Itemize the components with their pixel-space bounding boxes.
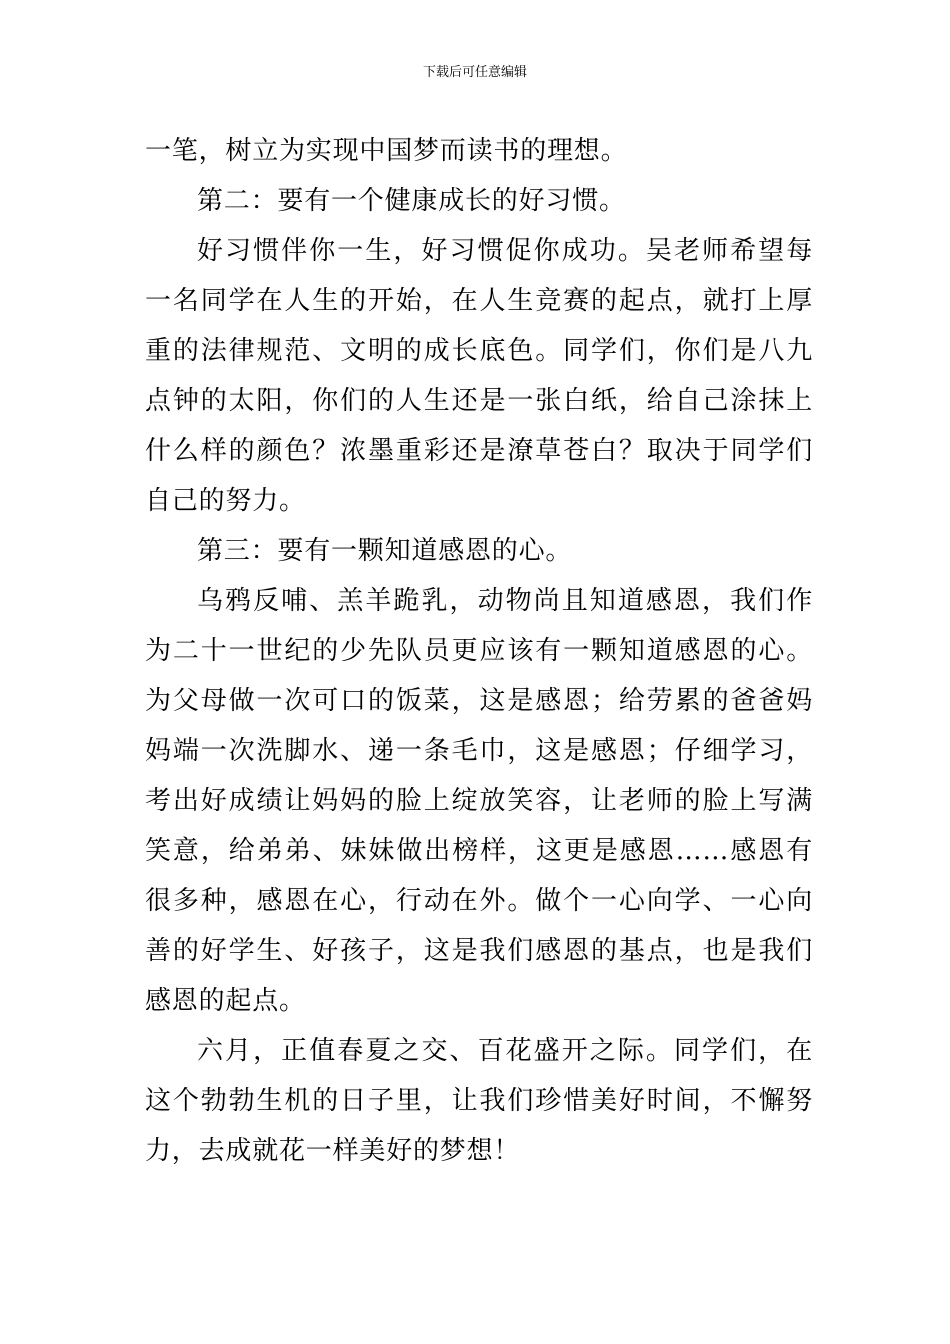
paragraph-2-heading: 第二：要有一个健康成长的好习惯。: [197, 186, 626, 216]
paragraph-3: 好习惯伴你一生，好习惯促你成功。吴老师希望每一名同学在人生的开始，在人生竞赛的起点，就打上厚重的法律规范、文明的成长底色。同学们，你们是八九点钟的太阳，你们的人生还是一张白纸，给自己涂抹上什么样的颜色？浓墨重彩还是潦草苍白？取决于同学们自己的努力。: [145, 236, 813, 516]
paragraph-4-heading: 第三：要有一颗知道感恩的心。: [197, 536, 573, 566]
paragraph-5: 乌鸦反哺、羔羊跪乳，动物尚且知道感恩，我们作为二十一世纪的少先队员更应该有一颗知道感恩的心。为父母做一次可口的饭菜，这是感恩；给劳累的爸爸妈妈端一次洗脚水、递一条毛巾，这是感恩；仔细学习，考出好成绩让妈妈的脸上绽放笑容，让老师的脸上写满笑意，给弟弟、妹妹做出榜样，这更是感恩……感恩有很多种，感恩在心，行动在外。做个一心向学、一心向善的好学生、好孩子，这是我们感恩的基点，也是我们感恩的起点。: [145, 586, 813, 1016]
paragraph-6: 六月，正值春夏之交、百花盛开之际。同学们，在这个勃勃生机的日子里，让我们珍惜美好时间，不懈努力，去成就花一样美好的梦想！: [145, 1036, 813, 1166]
paragraph-1: 一笔，树立为实现中国梦而读书的理想。: [145, 136, 628, 166]
document-body: [145, 126, 813, 1176]
page-header: 下载后可任意编辑: [422, 65, 527, 80]
